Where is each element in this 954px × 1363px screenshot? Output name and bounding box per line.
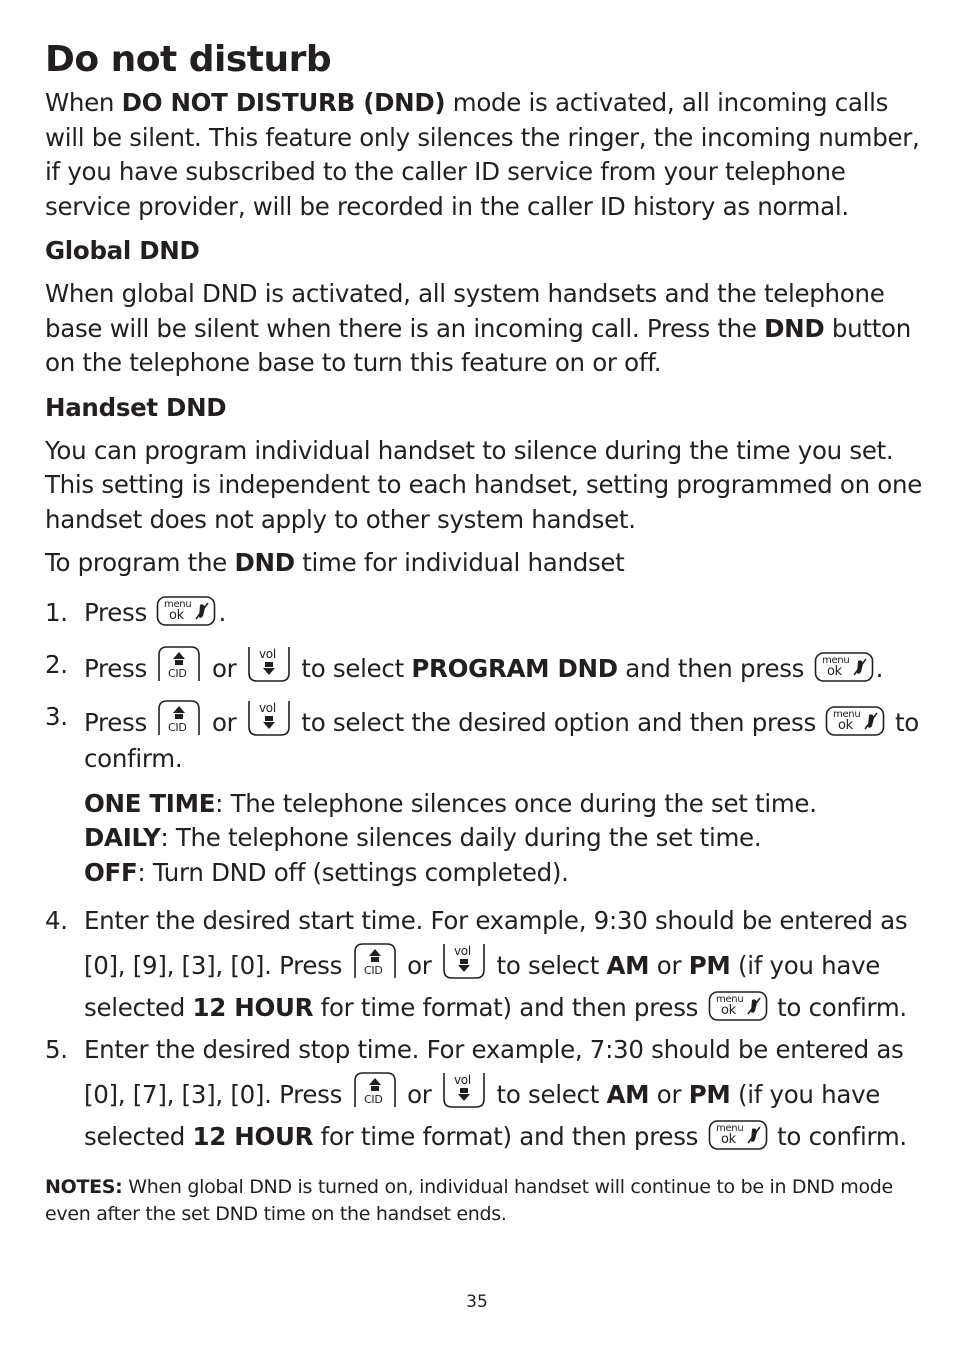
dnd-options	[45, 787, 925, 891]
page-title: Do not disturb	[45, 39, 332, 80]
option-one-time: ONE TIME: The telephone silences once during the set time.	[84, 788, 817, 818]
menu-key-label: menu	[821, 654, 850, 666]
ok-key-label: ok	[720, 1132, 736, 1147]
vol-key-icon	[441, 1071, 487, 1109]
cid-key-icon	[352, 942, 398, 980]
global-dnd-heading: Global DND	[45, 236, 200, 265]
program-intro: To program the DND time for individual handset	[45, 548, 625, 577]
step-5: 5. Enter the desired stop time. For example, 7:30 should be entered as [0], [7], [3], [0]. Press CID or vol to select AM or PM (if you have selected 12 HOUR for time format) and then press menu ok to confirm.	[45, 1035, 907, 1151]
notes: NOTES: When global DND is turned on, individual handset will continue to be in DND mode even after the set DND time on the handset ends.	[45, 1176, 893, 1225]
dnd-term: DO NOT DISTURB (DND)	[121, 88, 446, 117]
option-off: OFF: Turn DND off (settings completed).	[84, 857, 569, 887]
cid-key-icon	[352, 1071, 398, 1109]
step-3: 3. Press CID or vol to select the desired option and then press menu ok to confirm.	[45, 700, 919, 773]
handset-dnd-heading: Handset DND	[45, 392, 227, 422]
option-daily: DAILY: The telephone silences daily during the set time.	[84, 823, 762, 852]
menu-ok-key-icon	[814, 651, 874, 683]
menu-ok-key-icon	[708, 990, 768, 1022]
menu-ok-key-icon	[156, 595, 216, 627]
step-1: 1. Press menu ok .	[45, 593, 925, 633]
step-2: 2. Press CID or vol to select PROGRAM DND and then press menu ok .	[45, 646, 884, 683]
cid-key-icon	[156, 699, 202, 737]
vol-key-label: vol	[454, 1073, 471, 1087]
step-4: 4. Enter the desired start time. For example, 9:30 should be entered as [0], [9], [3], [0]. Press CID or vol to select AM or PM (if you have selected 12 HOUR for time format) and then press menu ok to confirm.	[45, 906, 908, 1022]
vol-key-icon	[246, 699, 292, 737]
vol-key-label: vol	[258, 700, 276, 715]
cid-key-label: CID	[168, 720, 187, 734]
ok-key-label: ok	[838, 717, 854, 733]
cid-key-label: CID	[363, 964, 383, 977]
ok-key-label: ok	[826, 663, 842, 679]
vol-key-icon	[441, 942, 487, 980]
ok-key-label: ok	[169, 607, 185, 623]
vol-key-icon	[246, 645, 292, 683]
handset-dnd-paragraph: You can program individual handset to silence during the time you set. This setting is independent to each handset, setting programmed on one handset does not apply to other system handset.	[45, 435, 922, 534]
intro-paragraph: When DO NOT DISTURB (DND) mode is activated, all incoming calls will be silent. This feature only silences the ringer, the incoming number, if you have subscribed to the caller ID service from your telephone service provider, will be recorded in the caller ID history as normal.	[45, 88, 920, 221]
menu-key-label: menu	[833, 708, 861, 720]
cid-key-label: CID	[363, 1093, 383, 1106]
cid-key-icon	[156, 645, 202, 683]
notes-label: NOTES:	[45, 1176, 123, 1198]
page-number: 35	[466, 1292, 488, 1312]
ok-key-label: ok	[720, 1003, 736, 1018]
page	[45, 38, 925, 1228]
menu-ok-key-icon	[825, 705, 885, 737]
menu-key-label: menu	[715, 1123, 743, 1134]
cid-key-label: CID	[168, 666, 187, 680]
steps-list	[45, 593, 925, 1159]
vol-key-label: vol	[454, 944, 471, 958]
vol-key-label: vol	[258, 646, 276, 661]
menu-ok-key-icon	[708, 1119, 768, 1151]
menu-key-label: menu	[715, 994, 743, 1005]
global-dnd-paragraph: When global DND is activated, all system handsets and the telephone base will be silent when there is an incoming call. Press the DND button on the telephone base to turn this feature on or off.	[45, 279, 911, 377]
menu-key-label: menu	[164, 598, 192, 610]
